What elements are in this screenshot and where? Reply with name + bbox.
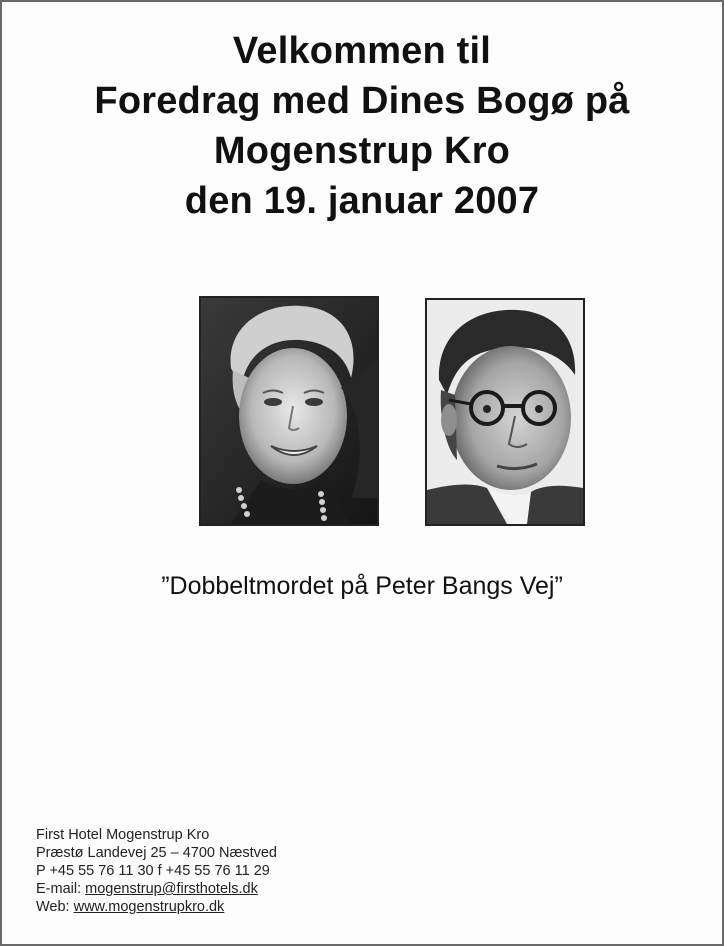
hotel-name: First Hotel Mogenstrup Kro [36,827,210,843]
web-line [36,898,277,916]
email-link[interactable]: mogenstrup@firsthotels.dk [85,881,258,897]
title-line-2: Foredrag med Dines Bogø på [94,80,630,122]
title-line-3: Mogenstrup Kro [213,130,511,172]
web-label: Web: [36,899,74,915]
email-line [36,880,277,898]
portrait-man-photo [425,298,585,526]
title-line-1: Velkommen til [232,30,492,72]
flyer-title [2,26,722,226]
phone-fax: P +45 55 76 11 30 f +45 55 76 11 29 [36,863,270,879]
email-label: E-mail: [36,881,86,897]
title-line-4: den 19. januar 2007 [184,180,540,222]
lecture-subtitle: ”Dobbeltmordet på Peter Bangs Vej” [161,572,563,600]
hotel-address: Præstø Landevej 25 – 4700 Næstved [36,845,277,861]
contact-footer [36,826,277,916]
web-link[interactable]: www.mogenstrupkro.dk [73,899,225,915]
portrait-woman-photo [199,296,379,526]
